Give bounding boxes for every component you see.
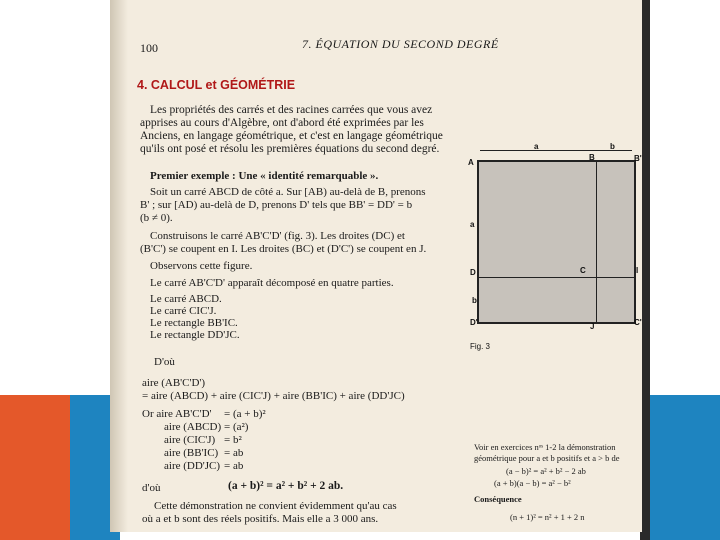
example-line: Le rectangle BB'IC. bbox=[150, 317, 238, 329]
line-BJ bbox=[596, 162, 597, 322]
or-line-lhs: Or aire AB'C'D' bbox=[142, 408, 212, 420]
line-DI bbox=[479, 277, 634, 278]
aire-line: = aire (ABCD) + aire (CIC'J) + aire (BB'IC) + aire (DD'JC) bbox=[142, 390, 405, 402]
sidebar-line: (a − b)² = a² + b² − 2 ab bbox=[506, 466, 586, 476]
sidebar-line: géométrique pour a et b positifs et a > b de bbox=[474, 453, 620, 463]
label-J: J bbox=[590, 322, 595, 331]
intro-line: Les propriétés des carrés et des racines carrées que vous avez bbox=[150, 104, 433, 116]
scanned-textbook-page bbox=[110, 0, 642, 532]
example-title: Premier exemple : Une « identité remarquable ». bbox=[150, 170, 379, 182]
example-line: B' ; sur [AD) au-delà de D, prenons D' tels que BB' = DD' = b bbox=[140, 199, 413, 211]
or-line-lhs: aire (BB'IC) bbox=[164, 447, 219, 459]
intro-line: qu'ils ont posé et résolu les premières équations du second degré. bbox=[140, 143, 440, 155]
conclusion-formula: (a + b)² = a² + b² + 2 ab. bbox=[228, 480, 344, 492]
example-line: Le carré CIC'J. bbox=[150, 305, 217, 317]
example-line: Le carré AB'C'D' apparaît décomposé en quatre parties. bbox=[150, 277, 394, 289]
aire-line: aire (AB'C'D') bbox=[142, 377, 206, 389]
closing-line: où a et b sont des réels positifs. Mais elle a 3 000 ans. bbox=[142, 513, 379, 525]
example-line: Le carré ABCD. bbox=[150, 293, 222, 305]
intro-line: Anciens, en langage géométrique, et c'est en langage géométrique bbox=[140, 130, 443, 142]
sidebar-line: Voir en exercices nᵒˢ 1-2 la démonstration bbox=[474, 442, 616, 452]
label-D: D bbox=[470, 268, 476, 277]
label-Dprime: D' bbox=[470, 318, 478, 327]
square-ABpCpDp bbox=[477, 160, 639, 324]
or-line-lhs: aire (ABCD) bbox=[164, 421, 222, 433]
label-B: B bbox=[589, 153, 595, 162]
or-line-lhs: aire (DD'JC) bbox=[164, 460, 221, 472]
label-C: C bbox=[580, 266, 586, 275]
closing-line: Cette démonstration ne convient évidemment qu'au cas bbox=[154, 500, 397, 512]
or-line-rhs: = ab bbox=[224, 447, 244, 459]
dou-label: D'où bbox=[154, 356, 175, 368]
sidebar-line: (a + b)(a − b) = a² − b² bbox=[494, 478, 571, 488]
label-b-left: b bbox=[472, 296, 477, 305]
page-number: 100 bbox=[140, 41, 158, 55]
or-line-lhs: aire (CIC'J) bbox=[164, 434, 216, 446]
or-line-rhs: = ab bbox=[224, 460, 244, 472]
label-A: A bbox=[468, 158, 474, 167]
intro-line: apprises au cours d'Algèbre, ont d'abord été exprimées par les bbox=[140, 117, 424, 129]
conclusion-label: d'où bbox=[142, 482, 161, 494]
or-line-rhs: = (a + b)² bbox=[224, 408, 266, 420]
consequence-label: Conséquence bbox=[474, 494, 522, 504]
example-line: (B'C') se coupent en I. Les droites (BC) et (D'C') se coupent en J. bbox=[140, 243, 427, 255]
example-line: Soit un carré ABCD de côté a. Sur [AB) au-delà de B, prenons bbox=[150, 186, 426, 198]
section-title: 4. CALCUL et GÉOMÉTRIE bbox=[137, 78, 296, 92]
or-line-rhs: = b² bbox=[224, 434, 242, 446]
label-a-left: a bbox=[470, 220, 475, 229]
label-a-top: a bbox=[534, 142, 539, 151]
label-Cprime: C' bbox=[634, 318, 642, 327]
example-line: Observons cette figure. bbox=[150, 260, 253, 272]
figure-caption: Fig. 3 bbox=[470, 342, 491, 351]
or-line-rhs: = (a²) bbox=[224, 421, 249, 433]
example-line: Le rectangle DD'JC. bbox=[150, 329, 240, 341]
consequence-formula: (n + 1)² = n² + 1 + 2 n bbox=[510, 512, 585, 522]
label-b-top: b bbox=[610, 142, 615, 151]
example-line: Construisons le carré AB'C'D' (fig. 3). Les droites (DC) et bbox=[150, 230, 405, 242]
example-line: (b ≠ 0). bbox=[140, 212, 173, 224]
chapter-title: 7. ÉQUATION DU SECOND DEGRÉ bbox=[302, 37, 499, 51]
decorative-blue-block-right bbox=[648, 395, 720, 540]
label-I: I bbox=[636, 266, 639, 275]
decorative-orange-block-left bbox=[0, 395, 70, 540]
label-Bprime: B' bbox=[634, 154, 642, 163]
